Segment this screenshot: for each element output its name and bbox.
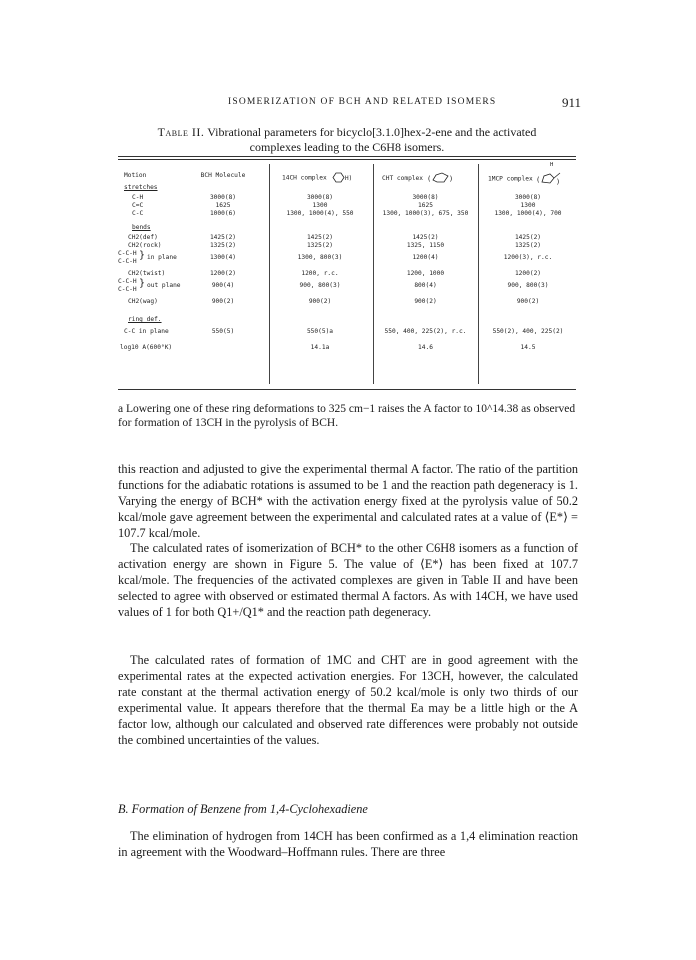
brace-icon: } xyxy=(139,278,146,289)
row-14ch: 3000(8) xyxy=(306,194,334,201)
col-header-cht-wrap xyxy=(382,172,453,184)
row-1mcp: 1200(3), r.c. xyxy=(503,254,553,261)
table-rule-bottom xyxy=(118,389,576,390)
methylenecyclopentene-structure-icon xyxy=(536,172,562,185)
row-bch: 900(2) xyxy=(211,298,235,305)
col-header-14ch: 14CH complex xyxy=(282,174,327,182)
paragraph-text: The calculated rates of isomerization of BCH* to the other C6H8 isomers as a function of activation energy are shown in Figure 5. The value of ⟨E*⟩ has been fixed at 107.7 kcal/mole. The frequencies of the activated complexes are given in Table II and have been selected to agree with observed or estimated thermal A factors. As with 14CH, we have used values of 1 for both Q1+/Q1* and the reaction path degeneracy. xyxy=(118,541,578,619)
row-cht: 14.6 xyxy=(418,344,433,351)
row-cht: 1200, 1000 xyxy=(406,270,445,277)
row-motion: C-C xyxy=(132,210,144,217)
running-head xyxy=(118,95,581,113)
page-number: 911 xyxy=(561,95,581,110)
table-rule-top xyxy=(118,156,576,157)
row-motion: out plane xyxy=(147,282,181,289)
caption-line-2: complexes leading to the C6H8 isomers. xyxy=(249,140,445,154)
row-bch: 1300(4) xyxy=(209,254,237,261)
svg-text:(: ( xyxy=(426,175,431,183)
brace-label-2: C-C-H xyxy=(118,258,137,265)
brace-label-1: C-C-H xyxy=(118,250,137,257)
row-14ch: 14.1a xyxy=(310,344,330,351)
row-cht: 900(2) xyxy=(414,298,437,305)
row-cht: 1325, 1150 xyxy=(406,242,445,249)
row-1mcp: 550(2), 400, 225(2) xyxy=(492,328,564,335)
row-1mcp: 1300 xyxy=(520,202,536,209)
row-bch: 1425(2) xyxy=(209,234,237,241)
col-header-cht: CHT complex xyxy=(382,175,423,182)
body-paragraph-2 xyxy=(118,541,578,621)
row-bch: 3000(8) xyxy=(209,194,237,201)
row-bch: 1325(2) xyxy=(209,242,237,249)
brace-icon: } xyxy=(139,250,146,261)
svg-text:H): H) xyxy=(345,175,353,182)
row-cht: 800(4) xyxy=(414,282,437,289)
row-motion: CH2(twist) xyxy=(128,270,166,277)
row-cht: 1425(2) xyxy=(412,234,439,241)
row-14ch: 900, 800(3) xyxy=(299,282,341,289)
paragraph-text: The elimination of hydrogen from 14CH has been confirmed as a 1,4 elimination reaction in agreement with the Woodward–Hoffmann rules. There are three xyxy=(118,829,578,859)
row-1mcp: 1200(2) xyxy=(514,270,542,277)
row-1mcp: 14.5 xyxy=(520,344,536,351)
vibrational-table xyxy=(118,156,576,392)
cycloheptatriene-structure-icon xyxy=(427,172,453,184)
table-rule-top-2 xyxy=(118,159,576,160)
row-14ch: 550(5)a xyxy=(306,328,334,335)
section-bends: bends xyxy=(132,224,151,231)
row-14ch: 1300, 800(3) xyxy=(297,254,343,261)
col-header-motion: Motion xyxy=(124,172,147,179)
row-1mcp: 1325(2) xyxy=(514,242,542,249)
row-1mcp: 900(2) xyxy=(516,298,540,305)
row-motion: C=C xyxy=(132,202,144,209)
table-caption xyxy=(118,125,576,155)
row-1mcp: 1300, 1000(4), 700 xyxy=(494,210,562,217)
row-motion: CH2(def) xyxy=(128,234,158,241)
row-14ch: 1200, r.c. xyxy=(301,270,339,277)
section-stretches: stretches xyxy=(124,184,158,191)
col-header-bch: BCH Molecule xyxy=(200,172,246,179)
cyclohexadiene-structure-icon xyxy=(330,172,352,183)
body-paragraph-1 xyxy=(118,462,578,542)
row-cht: 3000(8) xyxy=(412,194,439,201)
row-bch: 1625 xyxy=(215,202,231,209)
row-14ch: 1300, 1000(4), 550 xyxy=(286,210,354,217)
col-header-14ch-wrap xyxy=(282,172,352,183)
body-paragraph-4 xyxy=(118,829,578,861)
row-cht: 1300, 1000(3), 675, 350 xyxy=(382,210,469,217)
brace-label-3: C-C-H xyxy=(118,278,137,285)
section-ring-def: ring def. xyxy=(128,316,162,323)
row-motion: log10 A(600°K) xyxy=(120,344,173,351)
row-motion: in plane xyxy=(147,254,177,261)
svg-text:(: ( xyxy=(536,176,541,184)
row-cht: 1200(4) xyxy=(412,254,439,261)
row-motion: C-C in plane xyxy=(124,328,169,335)
row-14ch: 1425(2) xyxy=(306,234,334,241)
row-cht: 550, 400, 225(2), r.c. xyxy=(384,328,467,335)
row-motion: CH2(rock) xyxy=(128,242,162,249)
col-header-1mcp: 1MCP complex xyxy=(488,175,533,183)
svg-text:): ) xyxy=(556,178,561,185)
table-footnote: a Lowering one of these ring deformations to 325 cm−1 raises the A factor to 10^14.38 as observed for formation of 13CH in the pyrolysis of BCH. xyxy=(118,403,576,429)
running-title: ISOMERIZATION OF BCH AND RELATED ISOMERS xyxy=(228,97,497,107)
section-heading: B. Formation of Benzene from 1,4-Cyclohexadiene xyxy=(118,802,368,816)
paragraph-text: The calculated rates of formation of 1MC and CHT are in good agreement with the experimental rates at the expected activation energies. For 13CH, however, the calculated rate constant at the thermal activation energy of 50.2 kcal/mole is only two thirds of our experimental value. It appears therefore that the thermal Ea may be a little high or the A factor low, although our calculated and observed rate differences were probably not outside the combined uncertainties of the values. xyxy=(118,653,578,747)
row-1mcp: 900, 800(3) xyxy=(507,282,549,289)
col-header-1mcp-wrap xyxy=(488,172,562,185)
svg-text:): ) xyxy=(448,175,453,183)
row-1mcp: 1425(2) xyxy=(514,234,542,241)
row-motion: C-H xyxy=(132,194,144,201)
row-14ch: 1325(2) xyxy=(306,242,334,249)
paragraph-text: this reaction and adjusted to give the experimental thermal A factor. The ratio of the partition functions for the adiabatic rotations is assumed to be 1 and the reaction path degeneracy is 1. Varying the energy of BCH* with the activation energy fixed at the pyrolysis value of 50.2 kcal/mole gave agreement between the experimental and calculated rates at a value of ⟨E*⟩ = 107.7 kcal/mole. xyxy=(118,462,578,540)
caption-line-1: Vibrational parameters for bicyclo[3.1.0]hex-2-ene and the activated xyxy=(207,125,537,139)
body-paragraph-3 xyxy=(118,653,578,748)
row-bch: 900(4) xyxy=(211,282,235,289)
row-bch: 550(5) xyxy=(211,328,235,335)
row-14ch: 900(2) xyxy=(308,298,332,305)
row-bch: 1000(6) xyxy=(209,210,237,217)
row-1mcp: 3000(8) xyxy=(514,194,542,201)
col-divider-3 xyxy=(478,164,479,384)
row-cht: 1625 xyxy=(418,202,433,209)
col-h-mark: H xyxy=(550,162,554,168)
brace-label-4: C-C-H xyxy=(118,286,137,293)
row-bch: 1200(2) xyxy=(209,270,237,277)
row-14ch: 1300 xyxy=(312,202,328,209)
table-label: Table II. xyxy=(157,125,205,139)
row-motion: CH2(wag) xyxy=(128,298,158,305)
